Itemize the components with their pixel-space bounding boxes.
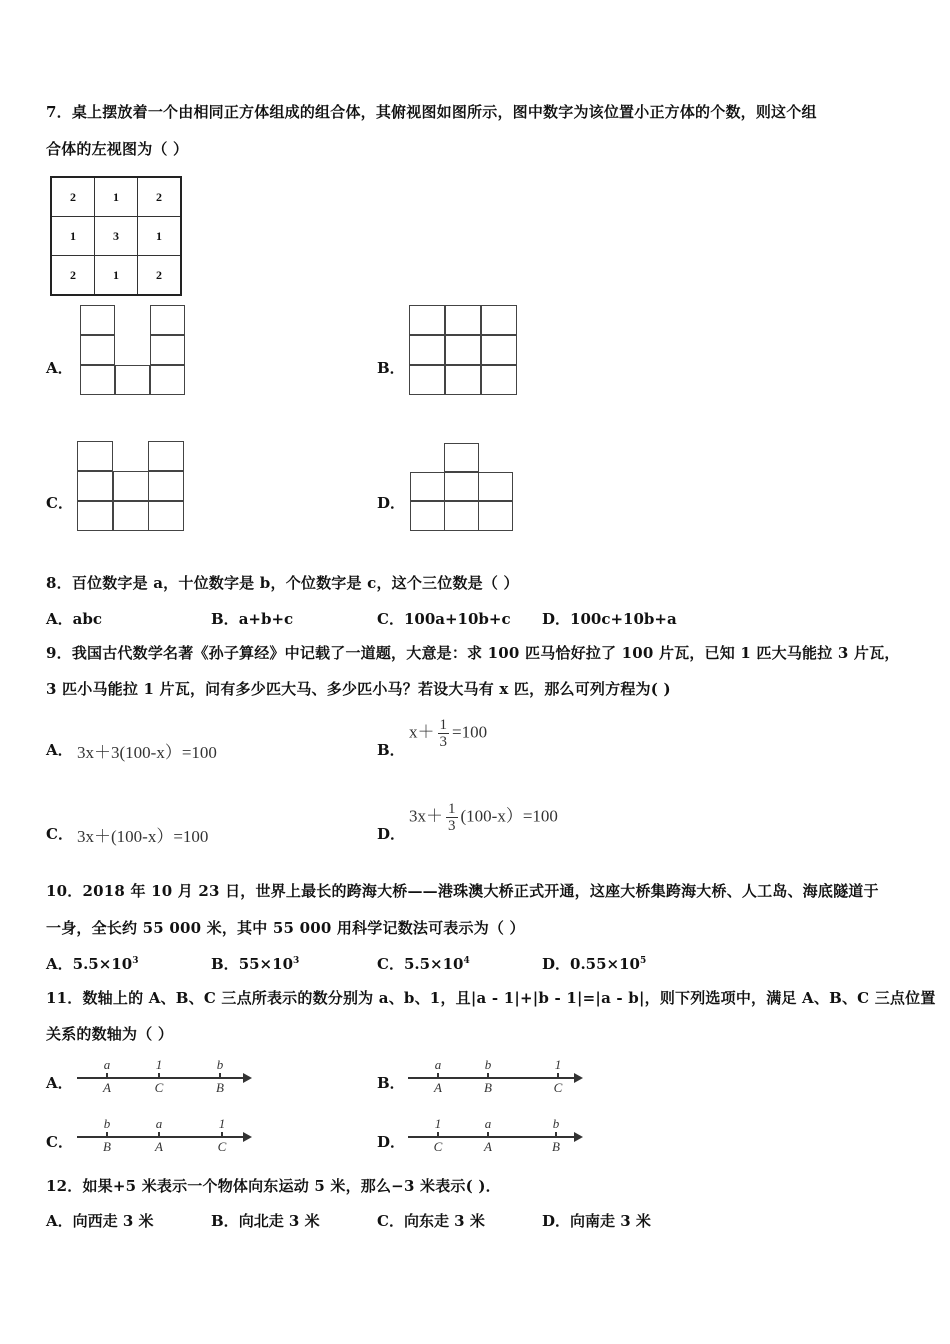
option-label: A． xyxy=(46,955,73,973)
numerator: 1 xyxy=(448,801,456,817)
q10-option-a[interactable] xyxy=(46,953,138,974)
option-exponent: 5 xyxy=(640,956,647,966)
point-value-label: a xyxy=(103,1057,111,1072)
q9-option-b-label[interactable]: B． xyxy=(377,741,405,759)
grid-cell: 3 xyxy=(95,217,138,256)
q11-stem-line2: 关系的数轴为（ ） xyxy=(46,1025,174,1043)
q12-option-c[interactable] xyxy=(377,1210,485,1231)
option-value: 100a+10b+c xyxy=(403,610,511,628)
tick-mark xyxy=(487,1132,489,1138)
point-value-label: a xyxy=(434,1057,442,1072)
arrow-right-icon xyxy=(243,1132,252,1142)
q11-stem-line1: 11．数轴上的 A、B、C 三点所表示的数分别为 a、b、1，且|a - 1|+|b - 1|=|a - b|，则下列选项中，满足 A、B、C 三点位置 xyxy=(46,989,936,1007)
option-value: 向西走 3 米 xyxy=(72,1212,154,1230)
numerator: 1 xyxy=(439,717,447,733)
q11-option-b-label[interactable]: B． xyxy=(377,1074,405,1092)
option-label: D． xyxy=(542,955,571,973)
tick-mark xyxy=(437,1073,439,1079)
q9-option-d-label[interactable]: D． xyxy=(377,825,406,843)
q11-option-b-number-line[interactable] xyxy=(408,1057,588,1100)
option-label: D． xyxy=(542,1212,571,1230)
point-name-label: A xyxy=(484,1139,492,1154)
arrow-right-icon xyxy=(574,1132,583,1142)
grid-cell: 1 xyxy=(51,217,95,256)
option-label: C． xyxy=(377,610,404,628)
option-exponent: 3 xyxy=(132,956,139,966)
option-label: C． xyxy=(377,955,404,973)
option-value: 向北走 3 米 xyxy=(238,1212,320,1230)
q10-stem-line2: 一身，全长约 55 000 米，其中 55 000 用科学记数法可表示为（ ） xyxy=(46,919,525,937)
q8-option-c[interactable] xyxy=(377,608,511,629)
q10-stem-line1: 10．2018 年 10 月 23 日，世界上最长的跨海大桥——港珠澳大桥正式开通，这座大桥集跨海大桥、人工岛、海底隧道于 xyxy=(46,882,879,900)
arrow-right-icon xyxy=(243,1073,252,1083)
grid-cell: 2 xyxy=(138,256,182,296)
q9-option-a-label[interactable]: A． xyxy=(46,741,73,759)
point-name-label: A xyxy=(155,1139,163,1154)
q7-stem-line2: 合体的左视图为（ ） xyxy=(46,140,189,158)
option-label: B． xyxy=(211,610,239,628)
fraction xyxy=(438,717,450,750)
point-name-label: B xyxy=(484,1080,492,1095)
tick-mark xyxy=(557,1073,559,1079)
option-value: abc xyxy=(72,610,102,628)
point-value-label: b xyxy=(484,1057,492,1072)
tick-mark xyxy=(221,1132,223,1138)
q7-option-d-label[interactable]: D． xyxy=(377,494,406,512)
option-base: 5.5×10 xyxy=(72,955,133,973)
q12-option-d[interactable] xyxy=(542,1210,651,1231)
point-name-label: C xyxy=(217,1139,227,1154)
tick-mark xyxy=(158,1132,160,1138)
q11-option-a-number-line[interactable] xyxy=(77,1057,257,1100)
option-value: 100c+10b+a xyxy=(570,610,677,628)
tick-mark xyxy=(106,1073,108,1079)
q8-stem: 8．百位数字是 a，十位数字是 b，个位数字是 c，这个三位数是（ ） xyxy=(46,574,519,592)
q7-stem-line1: 7．桌上摆放着一个由相同正方体组成的组合体，其俯视图如图所示，图中数字为该位置小正方体的个数，则这个组 xyxy=(46,103,817,121)
grid-cell: 1 xyxy=(95,177,138,217)
option-label: B． xyxy=(211,955,239,973)
tick-mark xyxy=(487,1073,489,1079)
grid-cell: 2 xyxy=(51,256,95,296)
q9-stem-line2: 3 匹小马能拉 1 片瓦，问有多少匹大马、多少匹小马？若设大马有 x 匹，那么可列方程为( ) xyxy=(46,680,671,698)
point-name-label: A xyxy=(103,1080,111,1095)
q8-option-d[interactable] xyxy=(542,608,677,629)
option-base: 55×10 xyxy=(238,955,294,973)
eq-pre: 3x＋ xyxy=(409,806,443,826)
point-value-label: b xyxy=(552,1116,560,1131)
option-label: C． xyxy=(377,1212,404,1230)
option-value: a+b+c xyxy=(238,610,294,628)
q9-option-b-equation[interactable] xyxy=(409,717,487,750)
axis-line xyxy=(408,1077,576,1079)
q12-option-b[interactable] xyxy=(211,1210,320,1231)
point-name-label: C xyxy=(154,1080,164,1095)
q11-option-a-label[interactable]: A． xyxy=(46,1074,73,1092)
axis-line xyxy=(408,1136,576,1138)
q12-option-a[interactable] xyxy=(46,1210,154,1231)
grid-cell: 1 xyxy=(138,217,182,256)
grid-cell: 2 xyxy=(51,177,95,217)
q7-option-b-label[interactable]: B． xyxy=(377,359,405,377)
q9-option-c-equation[interactable]: 3x＋(100-x）=100 xyxy=(77,827,209,846)
q9-option-d-equation[interactable] xyxy=(409,801,558,834)
point-value-label: 1 xyxy=(554,1057,562,1072)
option-exponent: 3 xyxy=(293,956,300,966)
q7-option-a-figure[interactable] xyxy=(80,305,186,396)
point-name-label: B xyxy=(103,1139,111,1154)
eq-post: (100-x）=100 xyxy=(460,806,558,826)
denominator: 3 xyxy=(448,818,456,834)
q9-stem-line1: 9．我国古代数学名著《孙子算经》中记载了一道题，大意是：求 100 匹马恰好拉了 100 片瓦，已知 1 匹大马能拉 3 片瓦， xyxy=(46,644,900,662)
point-name-label: B xyxy=(552,1139,560,1154)
tick-mark xyxy=(158,1073,160,1079)
fraction xyxy=(446,801,458,834)
point-name-label: B xyxy=(216,1080,224,1095)
q7-top-view-grid xyxy=(50,176,182,296)
q12-stem: 12．如果+5 米表示一个物体向东运动 5 米，那么−3 米表示( )． xyxy=(46,1177,501,1195)
q9-option-c-label[interactable]: C． xyxy=(46,825,73,843)
grid-cell: 1 xyxy=(95,256,138,296)
tick-mark xyxy=(555,1132,557,1138)
q11-option-d-label[interactable]: D． xyxy=(377,1133,406,1151)
grid-cell: 2 xyxy=(138,177,182,217)
option-base: 0.55×10 xyxy=(570,955,640,973)
point-value-label: b xyxy=(216,1057,224,1072)
axis-line xyxy=(77,1136,245,1138)
q11-option-c-number-line[interactable] xyxy=(77,1116,257,1159)
option-label: D． xyxy=(542,610,571,628)
option-label: A． xyxy=(46,610,73,628)
option-base: 5.5×10 xyxy=(403,955,464,973)
q9-option-a-equation[interactable]: 3x＋3(100-x）=100 xyxy=(77,743,217,762)
q7-option-c-label[interactable]: C． xyxy=(46,494,73,512)
point-value-label: 1 xyxy=(434,1116,442,1131)
q10-option-d[interactable] xyxy=(542,953,646,974)
q7-option-c-figure[interactable] xyxy=(77,441,184,532)
option-label: A． xyxy=(46,1212,73,1230)
option-exponent: 4 xyxy=(463,956,470,966)
point-name-label: C xyxy=(553,1080,563,1095)
option-value: 向东走 3 米 xyxy=(403,1212,485,1230)
tick-mark xyxy=(106,1132,108,1138)
arrow-right-icon xyxy=(574,1073,583,1083)
point-value-label: a xyxy=(155,1116,163,1131)
point-value-label: a xyxy=(484,1116,492,1131)
tick-mark xyxy=(219,1073,221,1079)
q7-option-a-label[interactable]: A． xyxy=(46,359,73,377)
option-label: B． xyxy=(211,1212,239,1230)
point-value-label: 1 xyxy=(155,1057,163,1072)
q10-option-b[interactable] xyxy=(211,953,299,974)
q8-option-a[interactable] xyxy=(46,608,102,629)
point-name-label: A xyxy=(434,1080,442,1095)
point-name-label: C xyxy=(433,1139,443,1154)
q11-option-c-label[interactable]: C． xyxy=(46,1133,73,1151)
q8-option-b[interactable] xyxy=(211,608,293,629)
q10-option-c[interactable] xyxy=(377,953,470,974)
tick-mark xyxy=(437,1132,439,1138)
eq-post: =100 xyxy=(452,722,488,742)
q7-option-b-figure[interactable] xyxy=(409,305,517,396)
q11-option-d-number-line[interactable] xyxy=(408,1116,588,1159)
eq-pre: x＋ xyxy=(409,722,435,742)
point-value-label: 1 xyxy=(218,1116,226,1131)
q7-option-d-figure[interactable] xyxy=(410,443,514,531)
option-value: 向南走 3 米 xyxy=(570,1212,651,1230)
point-value-label: b xyxy=(103,1116,111,1131)
denominator: 3 xyxy=(439,734,447,750)
